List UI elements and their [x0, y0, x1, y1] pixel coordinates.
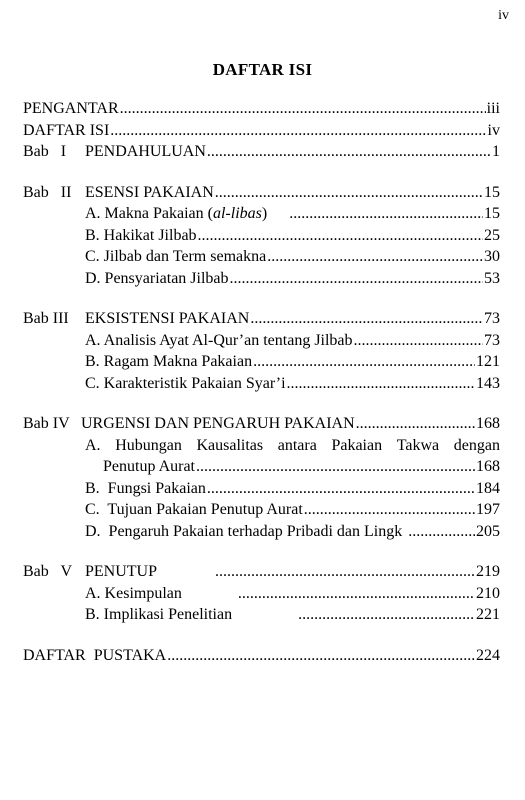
toc-label: B. Fungsi Pakaian	[85, 479, 206, 497]
toc-page: 224	[476, 646, 500, 664]
toc-label: C. Jilbab dan Term semakna	[85, 248, 267, 265]
toc-entry-bab3c	[23, 373, 500, 395]
toc-label: C. Tujuan Pakaian Penutup Aurat	[85, 501, 303, 518]
toc-entry-pengantar	[23, 98, 500, 120]
toc-label: C. Karakteristik Pakaian Syar’i	[85, 374, 286, 392]
word: Pakaian	[331, 436, 383, 454]
table-of-contents	[23, 98, 500, 666]
toc-leader	[196, 456, 475, 478]
toc-entry-bab5b	[23, 604, 500, 626]
word: antara	[277, 436, 317, 454]
word: Takwa	[396, 436, 440, 454]
toc-leader	[253, 351, 475, 373]
toc-label: A. Kesimpulan	[85, 584, 182, 602]
toc-label: D. Pengaruh Pakaian terhadap Pribadi dan Lingk	[85, 522, 403, 540]
chapter-title: EKSISTENSI PAKAIAN	[85, 310, 250, 327]
toc-page: 184	[476, 479, 500, 497]
toc-label: DAFTAR PUSTAKA	[23, 646, 167, 664]
page-title: DAFTAR ISI	[212, 60, 313, 79]
toc-label: DAFTAR ISI	[23, 121, 110, 139]
toc-entry-bab4	[23, 413, 500, 435]
toc-entry-bab2	[23, 182, 500, 204]
toc-page: 30	[484, 248, 500, 265]
chapter-number: Bab II	[23, 183, 72, 201]
toc-page: 221	[476, 606, 500, 623]
toc-entry-daftar-isi	[23, 120, 500, 142]
toc-entry-bab3	[23, 308, 500, 330]
word: dengan	[453, 436, 500, 454]
toc-entry-bab5a	[23, 583, 500, 605]
chapter-number: Bab V	[23, 563, 73, 580]
toc-page: 168	[476, 458, 500, 475]
toc-leader	[215, 182, 483, 204]
toc-page: 73	[484, 310, 500, 327]
word: Hubungan	[115, 436, 182, 454]
toc-entry-bab2c	[23, 246, 500, 268]
toc-leader	[356, 413, 475, 435]
label-text: A. Makna Pakaian (	[85, 205, 213, 222]
toc-page: 53	[484, 269, 500, 287]
toc-page: 219	[476, 563, 500, 580]
toc-label	[23, 561, 157, 583]
toc-label: B. Hakikat Jilbab	[85, 226, 197, 244]
toc-page: 1	[492, 143, 500, 160]
chapter-number: Bab I	[23, 143, 67, 160]
toc-leader	[289, 203, 483, 225]
toc-leader	[304, 499, 475, 521]
toc-leader	[198, 225, 483, 247]
toc-page: 15	[484, 183, 500, 201]
chapter-title: PENDAHULUAN	[85, 143, 206, 160]
toc-label	[23, 141, 206, 163]
label-text: )	[261, 205, 268, 222]
toc-entry-bab3b	[23, 351, 500, 373]
toc-leader	[267, 246, 483, 268]
toc-entry-bab4a-line1	[23, 435, 500, 457]
word: Kausalitas	[196, 436, 264, 454]
toc-page: 121	[476, 353, 500, 370]
chapter-number: Bab IV	[23, 415, 70, 432]
toc-leader	[238, 583, 475, 605]
toc-leader	[250, 308, 483, 330]
toc-label: A. Analisis Ayat Al-Qur’an tentang Jilbab	[85, 331, 353, 349]
toc-label	[23, 308, 249, 330]
toc-entry-bab2b	[23, 225, 500, 247]
toc-entry-bab3a	[23, 330, 500, 352]
toc-leader	[207, 478, 475, 500]
toc-leader	[354, 330, 483, 352]
toc-leader	[110, 120, 486, 142]
toc-leader	[408, 521, 475, 543]
chapter-number: Bab III	[23, 310, 69, 327]
chapter-title: PENUTUP	[85, 563, 158, 580]
toc-leader	[120, 98, 486, 120]
toc-page: iii	[486, 100, 500, 117]
toc-leader	[167, 645, 475, 667]
toc-label: B. Implikasi Penelitian	[85, 606, 233, 623]
toc-entry-bab4c	[23, 499, 500, 521]
toc-page: 143	[476, 374, 500, 392]
toc-leader	[215, 561, 475, 583]
toc-label	[23, 182, 214, 204]
word: A.	[85, 436, 101, 454]
toc-label: B. Ragam Makna Pakaian	[85, 353, 253, 370]
toc-leader	[298, 604, 475, 626]
toc-entry-bab4d	[23, 521, 500, 543]
toc-entry-bab2a	[23, 203, 500, 225]
toc-entry-bab2d	[23, 268, 500, 290]
toc-page: 15	[484, 205, 500, 222]
page-number: iv	[498, 8, 509, 23]
label-italic: al-libas	[212, 205, 262, 222]
toc-leader	[287, 373, 475, 395]
toc-entry-daftar-pustaka	[23, 645, 500, 667]
toc-entry-bab4a-line2	[23, 456, 500, 478]
toc-label: D. Pensyariatan Jilbab	[85, 269, 229, 287]
toc-leader	[207, 141, 491, 163]
toc-leader	[230, 268, 483, 290]
toc-label: PENGANTAR	[23, 100, 119, 117]
toc-entry-bab4b	[23, 478, 500, 500]
toc-label: Penutup Aurat	[103, 458, 195, 475]
toc-page: 25	[484, 226, 500, 244]
toc-entry-bab5	[23, 561, 500, 583]
toc-entry-bab1	[23, 141, 500, 163]
toc-page: iv	[487, 121, 500, 139]
chapter-title: ESENSI PAKAIAN	[85, 183, 214, 201]
chapter-title: URGENSI DAN PENGARUH PAKAIAN	[81, 415, 355, 432]
toc-label	[23, 413, 355, 435]
toc-page: 73	[484, 331, 500, 349]
toc-label	[85, 203, 267, 225]
toc-page: 197	[476, 501, 500, 518]
toc-page: 205	[476, 522, 500, 540]
toc-page: 210	[476, 584, 500, 602]
toc-page: 168	[476, 415, 500, 432]
